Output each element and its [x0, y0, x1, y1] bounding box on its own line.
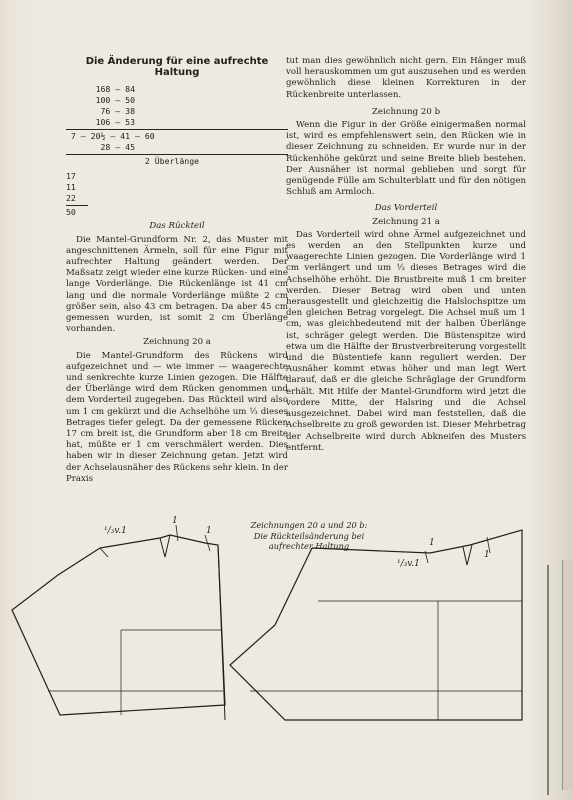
pattern-diagram [0, 505, 573, 800]
calc-rule [66, 129, 288, 130]
article-heading: Die Änderung für eine aufrechte Haltung [85, 56, 269, 79]
paragraph: tut man dies gewöhnlich nicht gern. Ein Hänger muß voll herauskommen um gut auszusehen und es werden gewöhnlich diese kleinen Korrekturen in der Rückenbreite unterlassen. [286, 56, 526, 100]
calc-row: 106 — 53 [66, 117, 136, 128]
section-title-vorderteil: Das Vorderteil [374, 203, 438, 214]
sum-rule [66, 205, 88, 206]
calc-rule [66, 154, 288, 155]
drawing-ref-20b: Zeichnung 20 b [371, 106, 441, 117]
calc-row: 168 — 84 [66, 84, 136, 95]
right-label: ¹/₃v.1 [397, 559, 420, 569]
mark: 1 [429, 538, 435, 548]
sum-value: 17 [66, 171, 76, 182]
paragraph: Das Vorderteil wird ohne Ärmel aufgezeichnet und es werden an den Stellpunkten kurze und waagerechte Linien gezogen. Die Vorderlänge wird 1 cm verlängert und um ⅓ dieses Betrages wird die Achselhöhe erhöht. Die Brustbreite muß 1 cm breiter werden. Dieser Betrag wird oben und unten herausgestellt und gleichzeitig die Halslochspitze um den gleichen Betrag vorgelegt. Die Achsel muß um 1 cm, was gleichbedeutend mit der halben Überlänge ist, schräger gelegt werden. Die Büstenspitze wird etwa um die Hälfte der Brustverbreiterung vorgestellt und die Büstentiefe kann reguliert werden. Der Ausnäher kommt etwas höher und man legt Wert darauf, daß er die gleiche Schräglage der Grundform erhält. Mit Hilfe der Mantel-Grundform wird jetzt die vordere Mitte, der Halsring und die Achsel ausgezeichnet. Dabei wird man feststellen, daß die Achselbreite zu groß geworden ist. Dieser Mehrbetrag der Achselbreite wird durch Abkneifen des Musters entfernt. [286, 229, 526, 453]
mark: 1 [172, 516, 178, 526]
left-column [66, 56, 288, 485]
mark: 1 [484, 550, 490, 560]
left-label: ¹/₃v.1 [104, 526, 127, 536]
measurement-table [66, 84, 288, 218]
calc-row: 76 — 38 [66, 106, 136, 117]
drawing-ref-21a: Zeichnung 21 a [372, 216, 440, 227]
right-column [286, 56, 526, 454]
figure-caption: Zeichnungen 20 a und 20 b: Die Rückteilsänderung bei aufrechter Haltung [250, 520, 368, 551]
left-pattern-outline [12, 535, 225, 715]
calc-row: 100 — 50 [66, 95, 136, 106]
calc-overlength: 2 Überlänge [66, 156, 200, 167]
left-center-line [218, 545, 225, 720]
mark: 1 [206, 526, 212, 536]
drawing-ref-20a: Zeichnung 20 a [143, 337, 211, 348]
paragraph: Die Mantel-Grundform Nr. 2, das Muster mit angeschnittenen Ärmeln, soll für eine Figur mit aufrechter Haltung geändert werden. Der Maßsatz zeigt wieder eine kurze Rücken- und eine lange Vorderlänge. Die Rückenlänge ist 41 cm lang und die normale Vorderlänge müßte 2 cm größer sein, also 43 cm betragen. Da aber 45 cm gemessen wurden, ist somit 2 cm Überlänge vorhanden. [66, 234, 288, 335]
sum-value: 11 [66, 182, 76, 193]
paragraph: Die Mantel-Grundform des Rückens wird aufgezeichnet und — wie immer — waagerechte und senkrechte kurze Linien gezogen. Die Hälfte der Überlänge wird dem Rücken genommen und dem Vorderteil zugegeben. Das Rückteil wird also um 1 cm gekürzt und die Achselhöhe um ⅓ dieses Betrages tiefer gelegt. Da der gemessene Rücken 17 cm breit ist, die Grundform aber 18 cm Breite hat, müßte er 1 cm verschmälert werden. Dies haben wir in dieser Zeichnung getan. Jetzt wird der Achselausnäher des Rückens sehr klein. In der Praxis [66, 350, 288, 484]
calc-row: 28 — 45 [66, 142, 136, 153]
right-pattern-outline [230, 530, 522, 720]
paragraph: Wenn die Figur in der Größe einigermaßen normal ist, wird es empfehlenswert sein, den Rücken wie in dieser Zeichnung zu schneiden. Er wurde nur in der Rückenhöhe gekürzt und seine Breite blieb bestehen. Der Ausnäher ist normal geblieben und sorgt für genügende Fülle am Schulterblatt und für den nötigen Schluß am Armloch. [286, 120, 526, 198]
page-edge-tab [562, 560, 573, 790]
left-dart [160, 535, 170, 557]
section-title-rueckteil: Das Rückteil [149, 221, 205, 232]
sum-value: 22 [66, 193, 76, 204]
calc-row: 7 — 20½ — 41 — 60 [66, 131, 155, 142]
sum-total: 50 [66, 207, 76, 218]
right-dart [463, 545, 472, 565]
